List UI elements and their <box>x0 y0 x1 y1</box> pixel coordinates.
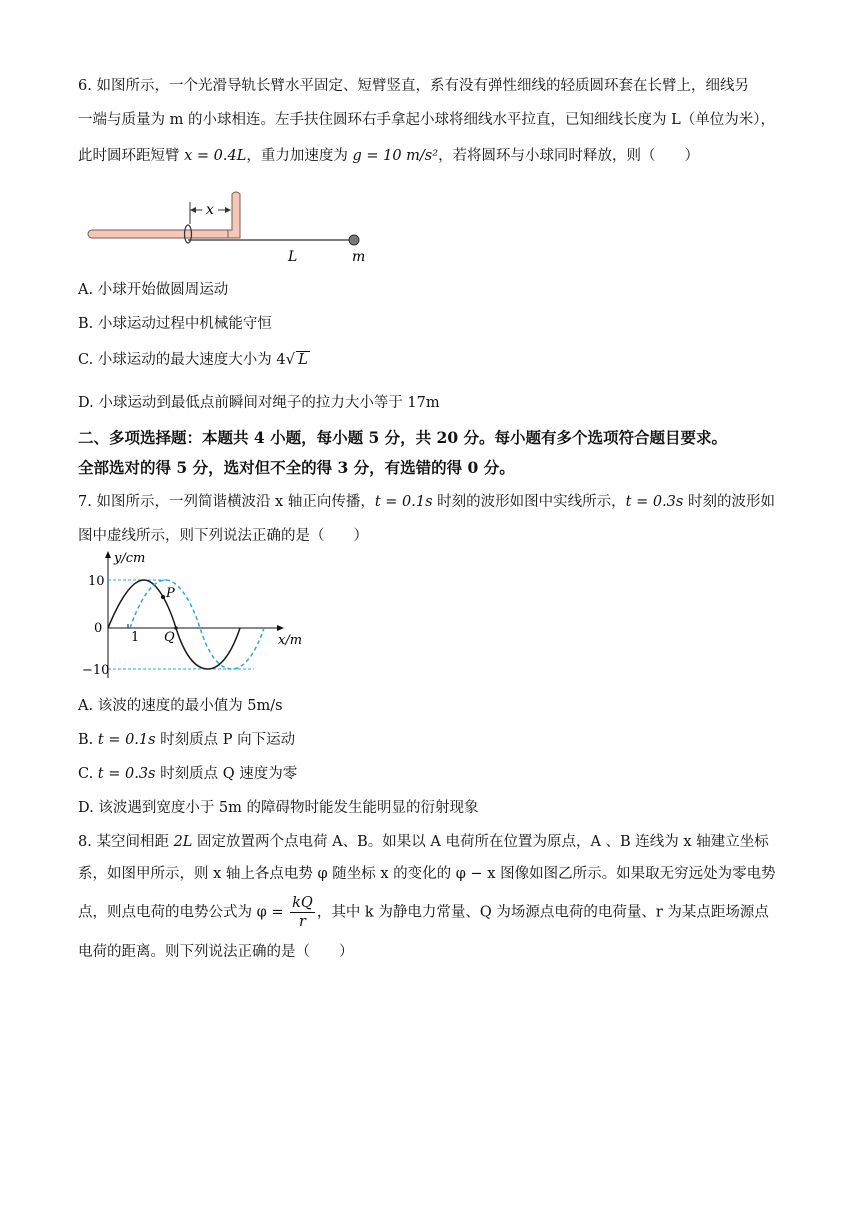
q7-line1-text-c: 时刻的波形如 <box>683 494 775 510</box>
dashed-wave <box>130 580 264 669</box>
q6-option-c-coef: 4 <box>276 352 286 368</box>
q7-option-c-label: C. <box>78 766 98 782</box>
q8-line2: 系，如图甲所示，则 x 轴上各点电势 φ 随坐标 x 的变化的 φ − x 图像如图乙所示。如果取无穷远处为零电势 <box>78 866 776 882</box>
tick-label-neg10: −10 <box>82 663 110 678</box>
x-dim-label: x <box>206 202 214 218</box>
q8-potential-fraction <box>290 894 315 931</box>
q8-line3-text-a: 点，则点电荷的电势公式为 φ = <box>78 904 289 921</box>
q6-option-c-text: C. 小球运动的最大速度大小为 <box>78 352 277 368</box>
q7-option-b-text: 时刻质点 P 向下运动 <box>155 732 296 748</box>
q8-frac-denominator: r <box>299 914 306 930</box>
q6-option-c-radicand: L <box>298 352 308 368</box>
tick-label-0: 0 <box>94 621 103 636</box>
y-axis-arrow <box>105 551 111 558</box>
arrow-head-l <box>190 207 196 213</box>
q6-option-b: B. 小球运动过程中机械能守恒 <box>78 316 272 332</box>
q6-eq-x: x = 0.4L <box>184 148 247 164</box>
q6-figure <box>80 188 380 268</box>
point-p <box>161 595 165 599</box>
q7-line2: 图中虚线所示，则下列说法正确的是（ ） <box>78 528 368 544</box>
tick-label-10: 10 <box>88 574 105 589</box>
section2-heading-line1: 二、多项选择题：本题共 4 小题，每小题 5 分，共 20 分。每小题有多个选项符合题目要求。 <box>78 428 728 447</box>
q8-line4: 电荷的距离。则下列说法正确的是（ ） <box>78 944 354 960</box>
q7-option-c-text: 时刻质点 Q 速度为零 <box>155 766 298 782</box>
q8-line1-text-a: 8. 某空间相距 <box>78 834 174 850</box>
L-label: L <box>288 249 298 265</box>
q6-line2: 一端与质量为 m 的小球相连。左手扶住圆环右手拿起小球将细线水平拉直，已知细线长度为 L（单位为米）， <box>78 112 775 128</box>
rail-short-arm <box>228 192 240 238</box>
q7-eq-t1: t = 0.1s <box>374 494 433 510</box>
q6-line1: 6. 如图所示，一个光滑导轨长臂水平固定、短臂竖直，系有没有弹性细线的轻质圆环套在长臂上，细线另 <box>78 78 749 94</box>
q6-option-a: A. 小球开始做圆周运动 <box>78 282 229 298</box>
q7-option-b-label: B. <box>78 732 98 748</box>
q7-option-b-eq: t = 0.1s <box>97 732 156 748</box>
x-axis-arrow <box>277 625 284 631</box>
rail-long-arm <box>88 230 234 238</box>
q7-option-c-eq: t = 0.3s <box>97 766 156 782</box>
ball <box>349 235 359 245</box>
m-label: m <box>352 249 366 265</box>
q6-line3-text-a: 此时圆环距短臂 <box>78 148 185 164</box>
q7-line1-text-a: 7. 如图所示，一列简谐横波沿 x 轴正向传播， <box>78 494 375 510</box>
q6-line3-text-c: ，若将圆环与小球同时释放，则（ ） <box>438 148 700 164</box>
q8-line3-text-b: ，其中 k 为静电力常量、Q 为场源点电荷的电荷量、r 为某点距场源点 <box>316 904 769 921</box>
q8-eq-2L: 2L <box>173 834 193 850</box>
section2-heading-line2: 全部选对的得 5 分，选对但不全的得 3 分，有选错的得 0 分。 <box>78 458 515 477</box>
label-q: Q <box>164 630 175 645</box>
q7-wave-graph <box>82 548 312 686</box>
arrow-head-r <box>225 207 231 213</box>
q8-frac-numerator: kQ <box>292 895 313 911</box>
q6-line3 <box>78 144 699 165</box>
q6-line3-text-b: ，重力加速度为 <box>246 148 353 164</box>
q8-line1 <box>78 830 769 851</box>
tick-label-1: 1 <box>131 630 140 645</box>
q7-option-b <box>78 728 295 749</box>
q6-eq-g: g = 10 m/s² <box>352 148 439 164</box>
q8-line3 <box>78 894 769 931</box>
q7-option-a: A. 该波的速度的最小值为 5m/s <box>78 698 283 714</box>
q7-eq-t2: t = 0.3s <box>625 494 684 510</box>
label-p: P <box>166 586 175 601</box>
q6-option-d: D. 小球运动到最低点前瞬间对绳子的拉力大小等于 17m <box>78 395 440 411</box>
q7-option-d: D. 该波遇到宽度小于 5m 的障碍物时能发生能明显的衍射现象 <box>78 800 479 816</box>
x-axis-label: x/m <box>278 633 303 648</box>
q8-line1-text-b: 固定放置两个点电荷 A、B。如果以 A 电荷所在位置为原点，A 、B 连线为 x 轴建立坐标 <box>192 834 769 850</box>
q7-line1 <box>78 490 775 511</box>
q6-option-c: C. 小球运动的最大速度大小为 4√ L <box>78 350 308 368</box>
point-q <box>174 626 177 629</box>
q7-option-c <box>78 762 297 783</box>
y-axis-label: y/cm <box>114 551 146 566</box>
q7-line1-text-b: 时刻的波形如图中实线所示， <box>432 494 626 510</box>
